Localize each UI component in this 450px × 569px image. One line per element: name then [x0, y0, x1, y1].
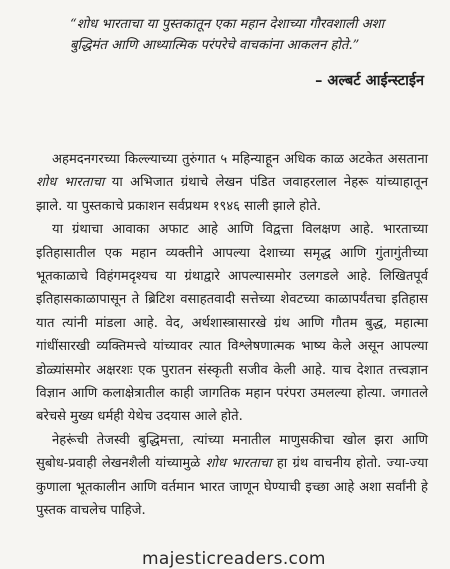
paragraph-1 [36, 148, 428, 218]
p3-before: नेहरूंची तेजस्वी बुद्धिमत्ता, त्यांच्या मनातील माणुसकीचा खोल झरा आणि सुबोध-प्रवाही लेखनशैली यांच्यामुळे [36, 432, 428, 472]
paragraph-2: या ग्रंथाचा आवाका अफाट आहे आणि विद्वत्ता विलक्षण आहे. भारताच्या इतिहासातील एक महान व्यक्तीने आपल्या देशाच्या समृद्ध आणि गुंतागुंतीच्या भूतकाळाचे विहंगमदृश्यच या ग्रंथाद्वारे आपल्यासमोर उलगडले आहे. लिखितपूर्व इतिहासकाळापासून ते ब्रिटिश वसाहतवादी सत्तेच्या शेवटच्या काळापर्यंतचा इतिहास यात त्यांनी मांडला आहे. वेद, अर्थशास्त्रासारखे ग्रंथ आणि गौतम बुद्ध, महात्मा गांधींसारखी व्यक्तिमत्त्वे यांच्यावर त्यात विश्लेषणात्मक भाष्य केले असून आपल्या डोळ्यांसमोर अक्षरशः एक पुरातन संस्कृती सजीव केली आहे. याच देशात तत्त्वज्ञान विज्ञान आणि कलाक्षेत्रातील काही जागतिक महान परंपरा उमलल्या होत्या. जगातले बरेचसे मुख्य धर्मही येथेच उदयास आले होते. [36, 222, 428, 425]
p1-after: या अभिजात ग्रंथाचे लेखन पंडित जवाहरलाल नेहरू यांच्याहातून झाले. या पुस्तकाचे प्रकाशन सर्वप्रथम १९४६ साली झाले होते. [36, 175, 428, 214]
p3-book-title: शोध भारताचा [205, 456, 272, 472]
watermark-url: majesticreaders.com [142, 549, 326, 569]
einstein-quote [70, 14, 410, 56]
p1-book-title: शोध भारताचा [36, 175, 105, 191]
quote-text: या पुस्तकातून एका महान देशाच्या गौरवशाली अशा बुद्धिमंत आणि आध्यात्मिक परंपरेचे वाचकांना आकलन होते.” [70, 17, 385, 53]
quote-book-title: शोध भारताचा [76, 17, 143, 32]
p3-after: हा ग्रंथ वाचनीय होतो. ज्या-ज्या कुणाला भूतकालीन आणि वर्तमान भारत जाणून घेण्याची इच्छा आहे अशा सर्वांनी हे पुस्तक वाचलेच पाहिजे. [36, 456, 428, 519]
quote-open: “ [70, 17, 77, 32]
paragraph-3 [36, 429, 428, 523]
quote-author: – अल्बर्ट आईन्स्टाईन [315, 72, 424, 89]
description-body [36, 148, 428, 523]
p1-before: अहमदनगरच्या किल्ल्याच्या तुरुंगात ५ महिन्याहून अधिक काळ अटकेत असताना [52, 152, 428, 167]
